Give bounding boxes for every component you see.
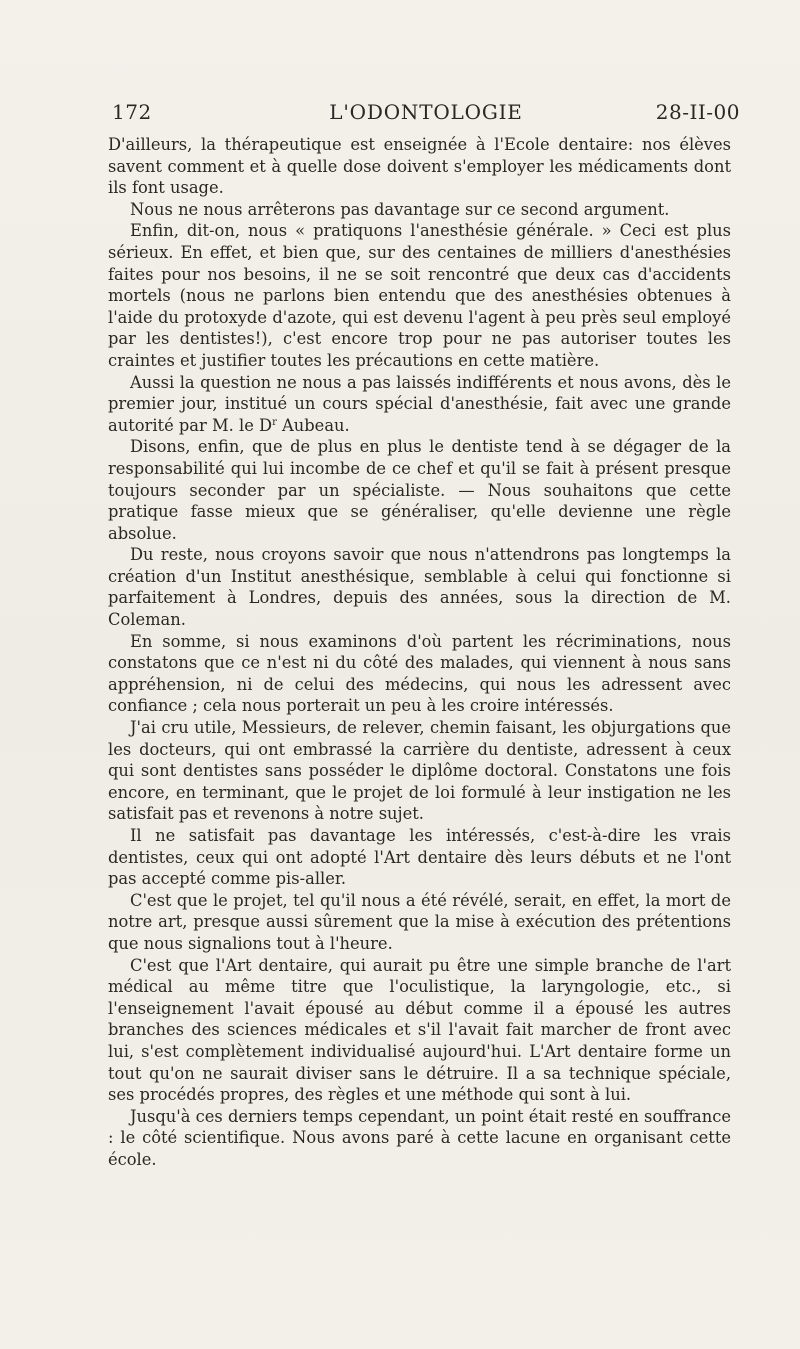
paragraph: Il ne satisfait pas davantage les intéressés, c'est-à-dire les vrais dentistes, ceux qui ont adopté l'Art dentaire dès leurs débuts et ne l'ont pas accepté comme pis-aller. bbox=[108, 826, 731, 889]
paragraph: Jusqu'à ces derniers temps cependant, un point était resté en souffrance : le côté scientifique. Nous avons paré à cette lacune en organisant cette école. bbox=[108, 1106, 731, 1169]
running-header bbox=[112, 100, 740, 128]
page-number: 172 bbox=[112, 100, 152, 124]
paragraph: En somme, si nous examinons d'où partent les récriminations, nous constatons que ce n'est ni du côté des malades, qui viennent à nous sans appréhension, ni de celui des médecins, qui nous les adressent avec confiance ; cela nous porterait un peu à les croire intéressés. bbox=[108, 631, 731, 716]
paragraph: Du reste, nous croyons savoir que nous n'attendrons pas longtemps la création d'un Institut anesthésique, semblable à celui qui fonctionne si parfaitement à Londres, depuis des années, sous la direction de M. Coleman. bbox=[108, 545, 731, 630]
issue-date: 28-II-00 bbox=[655, 100, 740, 124]
body-text bbox=[108, 134, 731, 1171]
paragraph-continued: D'ailleurs, la thérapeutique est enseignée à l'Ecole dentaire: nos élèves savent comment et à quelle dose doivent s'employer les médicaments dont ils font usage. bbox=[108, 135, 731, 198]
paragraph: Disons, enfin, que de plus en plus le dentiste tend à se dégager de la responsabilité qui lui incombe de ce chef et qu'il se fait à présent presque toujours seconder par un spécialiste. — Nous souhaitons que cette pratique fasse mieux que se généraliser, qu'elle devienne une règle absolue. bbox=[108, 437, 731, 543]
paragraph bbox=[108, 372, 731, 437]
paragraph: C'est que le projet, tel qu'il nous a été révélé, serait, en effet, la mort de notre art, presque aussi sûrement que la mise à exécution des prétentions que nous signalions tout à l'heure. bbox=[108, 890, 731, 953]
superscript-abbreviation: r bbox=[272, 416, 277, 428]
paragraph: C'est que l'Art dentaire, qui aurait pu être une simple branche de l'art médical au même titre que l'oculistique, la laryngologie, etc., si l'enseignement l'avait épousé au début comme il a épousé les autres branches des sciences médicales et s'il l'avait fait marcher de front avec lui, s'est complètement individualisé aujourd'hui. L'Art dentaire forme un tout qu'on ne saurait diviser sans le détruire. Il a sa technique spéciale, ses procédés propres, des règles et une méthode qui sont à lui. bbox=[108, 955, 731, 1105]
paragraph-text: Aussi la question ne nous a pas laissés indifférents et nous avons, dès le premier jour, institué un cours spécial d'anesthésie, fait avec une grande autorité par M. le D bbox=[108, 372, 731, 435]
paragraph-text: Aubeau. bbox=[276, 415, 350, 435]
journal-title: L'ODONTOLOGIE bbox=[329, 100, 523, 124]
paragraph: J'ai cru utile, Messieurs, de relever, chemin faisant, les objurgations que les docteurs, qui ont embrassé la carrière du dentiste, adressent à ceux qui sont dentistes sans posséder le diplôme doctoral. Constatons une fois encore, en terminant, que le projet de loi formulé à leur instigation ne les satisfait pas et revenons à notre sujet. bbox=[108, 718, 731, 824]
paragraph: Enfin, dit-on, nous « pratiquons l'anesthésie générale. » Ceci est plus sérieux. En effet, et bien que, sur des centaines de milliers d'anesthésies faites pour nos besoins, il ne se soit rencontré que deux cas d'accidents mortels (nous ne parlons bien entendu que des anesthésies obtenues à l'aide du protoxyde d'azote, qui est devenu l'agent à peu près seul employé par les dentistes!), c'est encore trop pour ne pas autoriser toutes les craintes et justifier toutes les précautions en cette matière. bbox=[108, 221, 731, 370]
paragraph: Nous ne nous arrêterons pas davantage sur ce second argument. bbox=[130, 199, 670, 219]
